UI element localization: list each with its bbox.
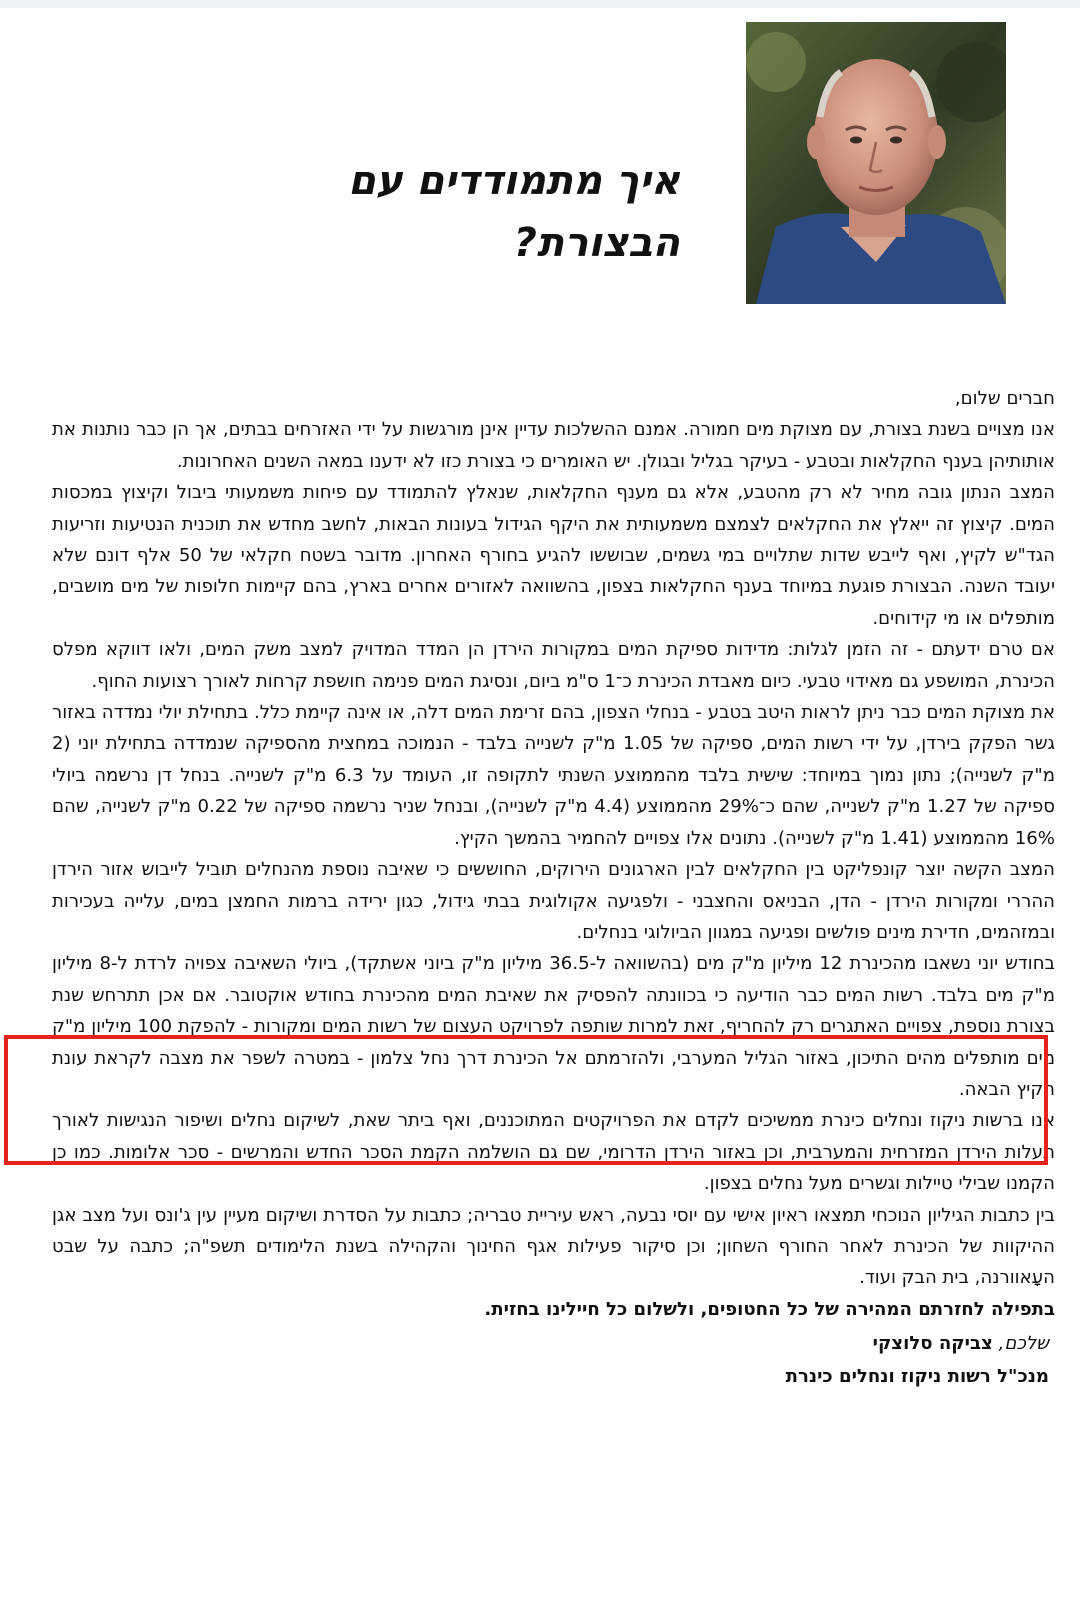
signature-name-line <box>52 1327 1055 1360</box>
greeting: חברים שלום, <box>954 388 1055 409</box>
paragraph-projects: אנו ברשות ניקוז ונחלים כינרת ממשיכים לקדם את הפרויקטים המתוכננים, ואף ביתר שאת, לשיקום נחלים ושיפור הנגישות לאורך תעלות הירדן המזרחית והמערבית, וכן באזור הירדן הדרומי, שם גם הושלמה הקמת הסכר החדש והמרשים - סכר אלומות. כמו כן הקמנו שבילי טיילות וגשרים מעל נחלים בצפון. <box>52 1110 1055 1195</box>
paragraph-ecology-conflict: המצב הקשה יוצר קונפליקט בין החקלאים לבין הארגונים הירוקים, החוששים כי שאיבה נוספת מהנחלים תוביל לייבוש אזור הירדן ההררי ומקורות הירדן - הדן, הבניאס והחצבני - ולפגיעה אקולוגית בבתי גידול, כגון ירידה ברמות החמצן במים, עלייה בעכירות ובמזהמים, חדירת מינים פולשים ופגיעה במגוון הביולוגי בנחלים. <box>52 859 1055 943</box>
signature-role: מנכ"ל רשות ניקוז ונחלים כינרת <box>785 1366 1049 1388</box>
paragraph-jordan-measurements: אם טרם ידעתם - זה הזמן לגלות: מדידות ספיקת המים במקורות הירדן הן המדד המדויק למצב משק המים, ולאו דווקא מפלס הכינרת, המושפע גם מאידוי טבעי. כיום מאבדת הכינרת כ־1 ס"מ ביום, ונסיגת המים פנימה חושפת קרחות לאורך רצועות החוף. <box>52 639 1055 692</box>
signature-block <box>52 1327 1055 1393</box>
paragraph-drought-intro: אנו מצויים בשנת בצורת, עם מצוקת מים חמורה. אמנם ההשלכות עדיין אינן מורגשות על ידי האזרחים בבתים, אך הן כבר נותנות את אותותיהן בענף החקלאות ובטבע - בעיקר בגליל ובגולן. יש האומרים כי בצורת כזו לא ידענו במאה השנים האחרונות. <box>52 419 1055 472</box>
top-edge-strip <box>0 0 1080 8</box>
paragraph-streams-flow: את מצוקת המים כבר ניתן לראות היטב בטבע - בנחלי הצפון, בהם זרימת המים דלה, או אינה קיימת כלל. בתחילת יולי נמדדה באזור גשר הפקק בירדן, על ידי רשות המים, ספיקה של 1.05 מ"ק לשנייה בלבד - הנמוכה במחצית מהספיקה שנמדדה בתחילת יוני (2 מ"ק לשנייה); נתון נמוך במיוחד: שישית בלבד מהממוצע השנתי לתקופה זו, העומד על 6.3 מ"ק לשנייה. בנחל דן נרשמה ביולי ספיקה של 1.27 מ"ק לשנייה, שהם כ־29% מהממוצע (4.4 מ"ק לשנייה), ובנחל שניר נרשמה ספיקה של 0.22 מ"ק לשנייה, שהם 16% מהממוצע (1.41 מ"ק לשנייה). נתונים אלו צפויים להחמיר בהמשך הקיץ. <box>52 702 1055 849</box>
paragraph-kinneret-pumping: בחודש יוני נשאבו מהכינרת 12 מיליון מ"ק מים (בהשוואה ל-36.5 מיליון מ"ק ביוני אשתקד), ביולי השאיבה צפויה לרדת ל-8 מיליון מ"ק מים בלבד. רשות המים כבר הודיעה כי בכוונתה להפסיק את שאיבת המים מהכינרת בחודש אוקטובר. אם אכן תתרחש שנת בצורת נוספת, צפויים האתגרים רק להחריף, זאת למרות שותפה לפרויקט העצום של רשות המים ומקורות - להפקת 100 מיליון מ"ק מים מותפלים מהים התיכון, באזור הגליל המערבי, ולהזרמתם אל הכינרת דרך נחל צלמון - במטרה לשפר את מצבה לקראת עונת הקיץ הבאה. <box>52 953 1056 1100</box>
article-body <box>52 383 1055 1393</box>
paragraph-agriculture-impact: המצב הנתון גובה מחיר לא רק מהטבע, אלא גם מענף החקלאות, שנאלץ להתמודד עם פיחות משמעותי ביבול וקיצוץ במכסות המים. קיצוץ זה ייאלץ את החקלאים לצמצם משמעותית את היקף הגידול בעונות הבאות, לחשב מחדש את תוכנית הנטיעות וזריעות הגד"ש לקיץ, ואף לייבש שדות שתלויים במי גשמים, שבוששו להגיע בחורף האחרון. מדובר בשטח חקלאי של 50 אלף דונם שלא יעובד השנה. הבצורת פוגעת במיוחד בענף החקלאות בצפון, בהשוואה לאזורים אחרים בארץ, בהם קיימות חלופות של מים מושבים, מותפלים או מי קידוחים. <box>52 482 1055 629</box>
signature-name: צביקה סלוצקי <box>872 1333 993 1355</box>
closing-prayer: בתפילה לחזרתם המהירה של כל החטופים, ולשלום כל חיילינו בחזית. <box>484 1298 1055 1320</box>
author-portrait-photo <box>746 22 1006 304</box>
article-title: איך מתמודדים עם הבצורת? <box>348 158 680 266</box>
signature-yours: שלכם, <box>998 1333 1049 1355</box>
paragraph-issue-contents: בין כתבות הגיליון הנוכחי תמצאו ראיון אישי עם יוסי נבעה, ראש עיריית טבריה; כתבות על הסדרת ושיקום מעיין עין ג'ונס ועל מצב אגן ההיקוות של הכינרת לאחר החורף השחון; וכן סיקור פעילות אגף החינוך והקהילה בשנת הלימודים תשפ"ה; כתבה על שבט העָאוורנה, בית הבק ועוד. <box>52 1204 1055 1289</box>
